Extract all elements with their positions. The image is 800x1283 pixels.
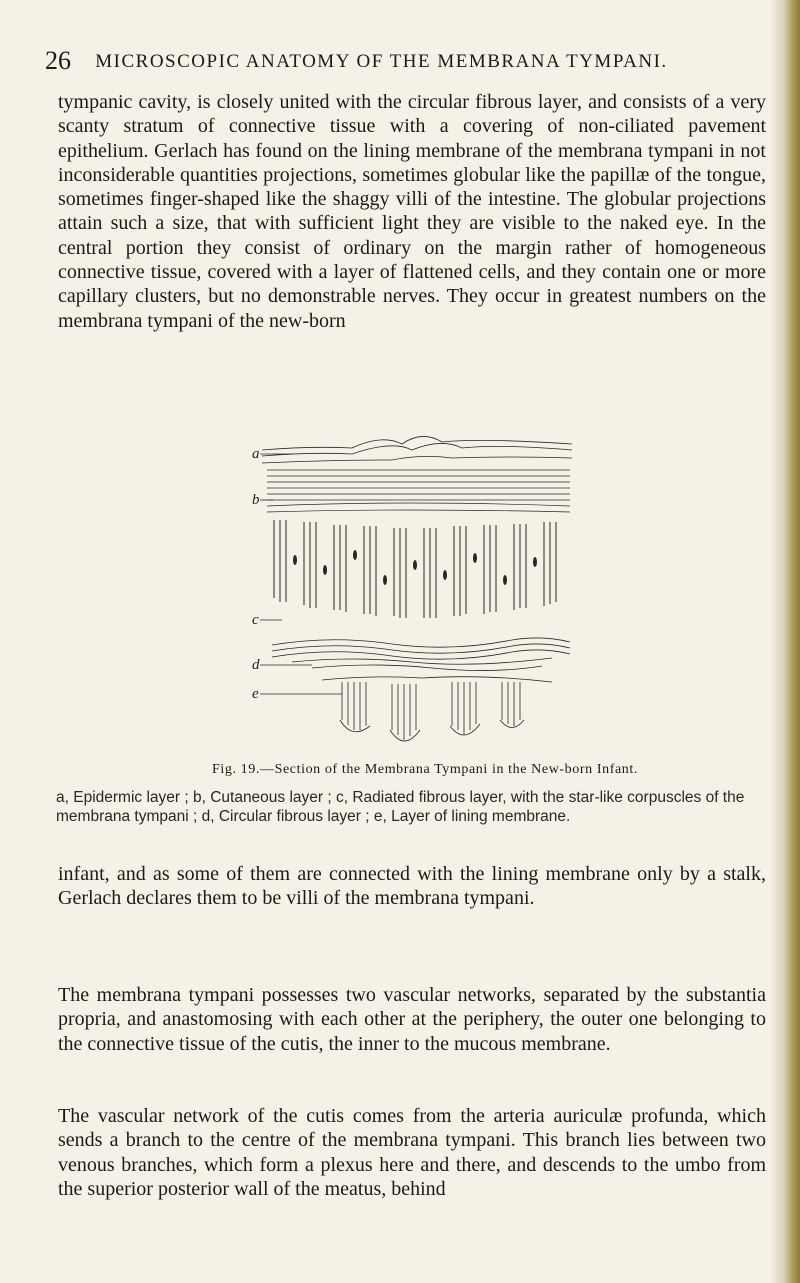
label-leaders <box>260 454 342 694</box>
page-edge <box>770 0 800 1283</box>
figure-label-c: c <box>252 612 259 628</box>
running-header <box>45 46 745 75</box>
figure-label-b: b <box>252 492 260 508</box>
corpuscles-drawing <box>293 550 537 585</box>
figure-label-a: a <box>252 446 260 462</box>
epidermic-layer-drawing <box>262 436 572 463</box>
lining-membrane-drawing <box>322 677 552 741</box>
figure-caption: Fig. 19.—Section of the Membrana Tympani in the New-born Infant. <box>212 762 638 777</box>
figure-label-d: d <box>252 657 260 673</box>
cutaneous-layer-drawing <box>267 470 570 512</box>
circular-fibrous-layer-drawing <box>272 638 570 671</box>
paragraph-2: infant, and as some of them are connected with the lining membrane only by a stalk, Gerlach declares them to be villi of the membrana tympani. <box>58 863 766 910</box>
figure-label-e: e <box>252 686 259 702</box>
figure-illustration <box>252 430 582 755</box>
page-number: 26 <box>45 46 71 75</box>
paragraph-4: The vascular network of the cutis comes from the arteria auriculæ profunda, which sends a branch to the centre of the membrana tympani. This branch lies between two venous branches, which form a plexus here and there, and descends to the umbo from the superior posterior wall of the meatus, behind <box>58 1105 766 1200</box>
paragraph-1: tympanic cavity, is closely united with the circular fibrous layer, and consists of a very scanty stratum of connective tissue with a covering of non-ciliated pavement epithelium. Gerlach has found on the lining membrane of the membrana tympani in not inconsiderable quantities projections, sometimes globular like the papillæ of the tongue, sometimes finger-shaped like the shaggy villi of the intestine. The globular projections attain such a size, that with sufficient light they are visible to the naked eye. In the central portion they consist of ordinary on the margin rather of homogeneous connective tissue, covered with a layer of flattened cells, and they contain one or more capillary clusters, but no demonstrable nerves. They occur in greatest numbers on the membrana tympani of the new-born <box>58 91 766 332</box>
figure-legend: a, Epidermic layer ; b, Cutaneous layer ; c, Radiated fibrous layer, with the star-like corpuscles of the membrana tympani ; d, Circular fibrous layer ; e, Layer of lining membrane. <box>56 789 745 825</box>
paragraph-3: The membrana tympani possesses two vascular networks, separated by the substantia propria, and anastomosing with each other at the periphery, the outer one belonging to the connective tissue of the cutis, the inner to the mucous membrane. <box>58 984 766 1055</box>
running-title: MICROSCOPIC ANATOMY OF THE MEMBRANA TYMPANI. <box>95 51 668 72</box>
